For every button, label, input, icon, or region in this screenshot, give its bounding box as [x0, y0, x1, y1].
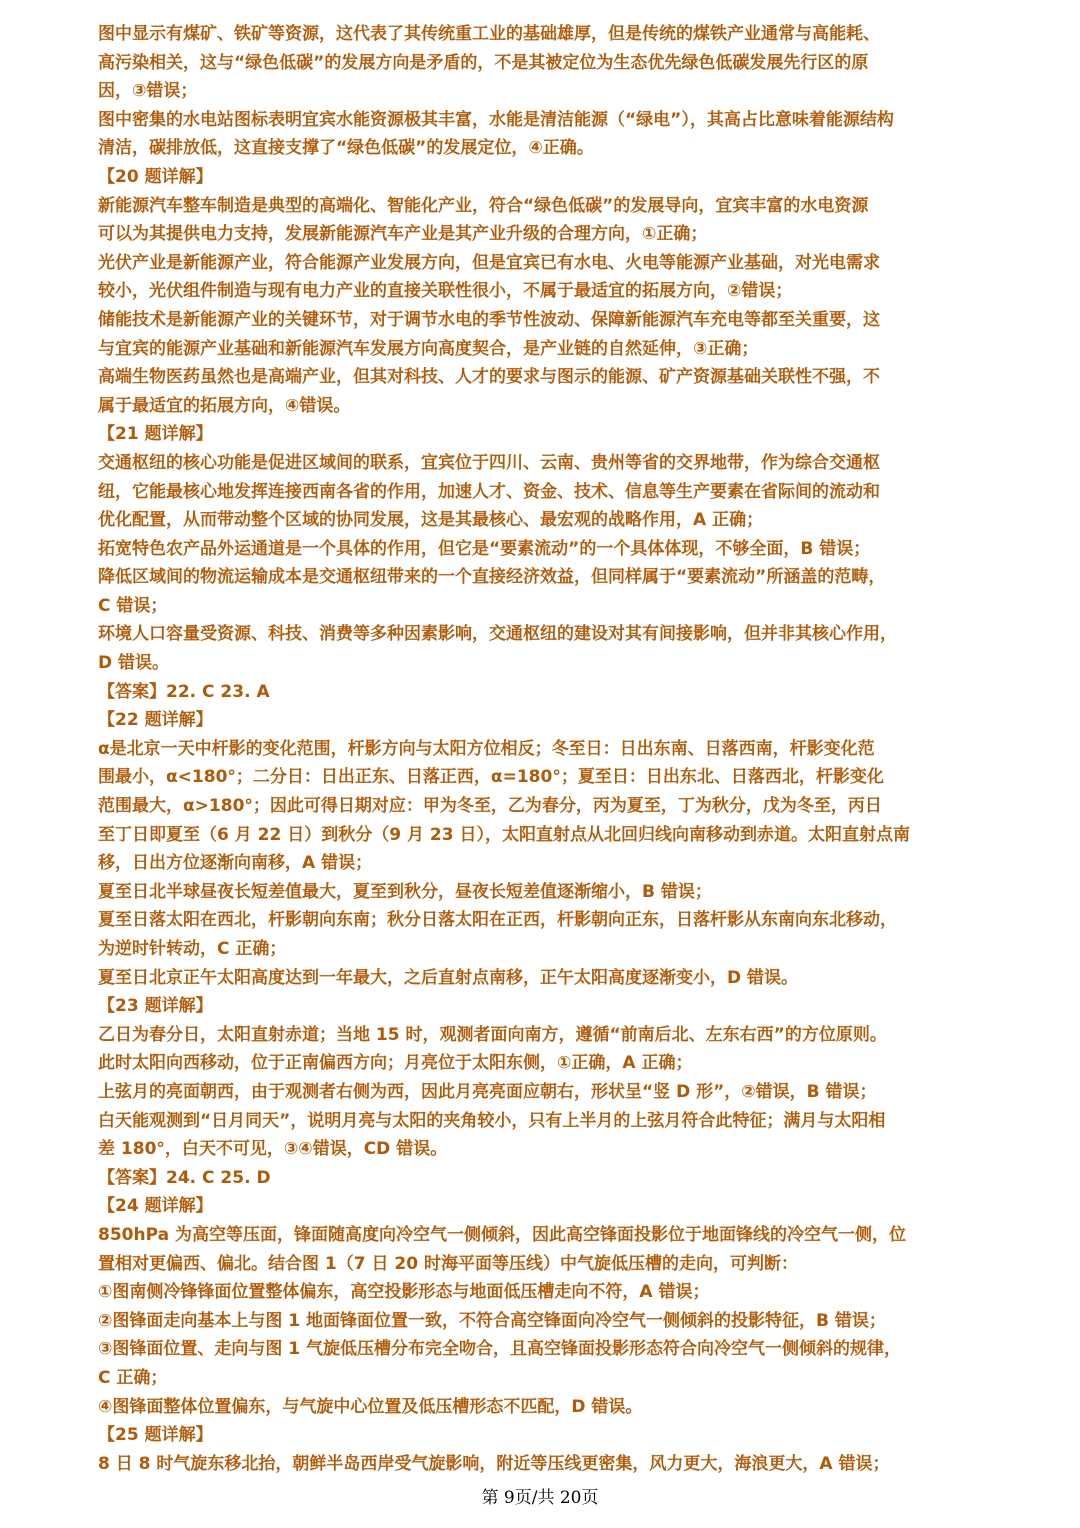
text-line: 优化配置，从而带动整个区域的协同发展，这是其最核心、最宏观的战略作用，A 正确； [98, 510, 764, 531]
text-line: 较小，光伏组件制造与现有电力产业的直接关联性很小，不属于最适宜的拓展方向，②错误； [98, 281, 793, 302]
text-line: 8 日 8 时气旋东移北抬，朝鲜半岛西岸受气旋影响，附近等压线更密集，风力更大，海浪更大，A 错误； [98, 1453, 890, 1474]
text-line: 上弦月的亮面朝西，由于观测者右侧为西，因此月亮亮面应朝右，形状呈“竖 D 形”，②错误，B 错误； [98, 1081, 877, 1102]
text-line: 与宜宾的能源产业基础和新能源汽车发展方向高度契合，是产业链的自然延伸，③正确； [98, 338, 759, 359]
section-heading: 【20 题详解】 [98, 166, 213, 187]
section-heading: 【24 题详解】 [98, 1196, 213, 1217]
text-line: 降低区域间的物流运输成本是交通枢纽带来的一个直接经济效益，但同样属于“要素流动”所涵盖的范畴， [98, 567, 886, 588]
section-heading: 【22 题详解】 [98, 710, 213, 731]
text-line: 高污染相关，这与“绿色低碳”的发展方向是矛盾的，不是其被定位为生态优先绿色低碳发展先行区的原 [98, 52, 869, 73]
text-line: 夏至日落太阳在西北，杆影朝向东南；秋分日落太阳在正西，杆影朝向正东，日落杆影从东南向东北移动， [98, 910, 897, 931]
text-line: 范围最大，α>180°；因此可得日期对应：甲为冬至，乙为春分，丙为夏至，丁为秋分，戊为冬至，丙日 [98, 796, 882, 817]
text-line: 图中显示有煤矿、铁矿等资源，这代表了其传统重工业的基础雄厚，但是传统的煤铁产业通常与高能耗、 [98, 24, 880, 44]
text-line: 交通枢纽的核心功能是促进区域间的联系，宜宾位于四川、云南、贵州等省的交界地带，作为综合交通枢 [98, 452, 880, 473]
text-line: 光伏产业是新能源产业，符合能源产业发展方向，但是宜宾已有水电、火电等能源产业基础，对光电需求 [98, 252, 880, 273]
section-heading: 【答案】24. C 25. D [98, 1167, 271, 1188]
text-line: 差 180°，白天不可见，③④错误，CD 错误。 [98, 1139, 448, 1160]
text-line: C 正确； [98, 1367, 168, 1388]
text-line: 纽，它能最核心地发挥连接西南各省的作用，加速人才、资金、技术、信息等生产要素在省际间的流动和 [98, 481, 880, 502]
text-line: 850hPa 为高空等压面，锋面随高度向冷空气一侧倾斜，因此高空锋面投影位于地面锋线的冷空气一侧，位 [98, 1224, 906, 1245]
section-heading: 【21 题详解】 [98, 424, 213, 445]
text-line: 因，③错误； [98, 81, 198, 102]
section-heading: 【25 题详解】 [98, 1425, 213, 1446]
text-line: 此时太阳向西移动，位于正南偏西方向；月亮位于太阳东侧，①正确，A 正确； [98, 1053, 693, 1074]
text-line: 乙日为春分日，太阳直射赤道；当地 15 时，观测者面向南方，遵循“前南后北、左东右西”的方位原则。 [98, 1024, 887, 1045]
text-line: α是北京一天中杆影的变化范围，杆影方向与太阳方位相反；冬至日：日出东南、日落西南，杆影变化范 [98, 738, 875, 759]
text-line: C 错误； [98, 595, 168, 616]
text-line: 夏至日北京正午太阳高度达到一年最大，之后直射点南移，正午太阳高度逐渐变小，D 错误。 [98, 967, 799, 988]
text-line: 环境人口容量受资源、科技、消费等多种因素影响，交通枢纽的建设对其有间接影响，但并非其核心作用， [98, 624, 897, 645]
text-line: 可以为其提供电力支持，发展新能源汽车产业是其产业升级的合理方向，①正确； [98, 224, 708, 245]
section-heading: 【23 题详解】 [98, 996, 213, 1017]
text-line: 新能源汽车整车制造是典型的高端化、智能化产业，符合“绿色低碳”的发展导向，宜宾丰富的水电资源 [98, 195, 869, 216]
text-line: 围最小，α<180°；二分日：日出正东、日落正西，α=180°；夏至日：日出东北、日落西北，杆影变化 [98, 767, 884, 788]
text-line: 夏至日北半球昼夜长短差值最大，夏至到秋分，昼夜长短差值逐渐缩小，B 错误； [98, 881, 712, 902]
text-line: 为逆时针转动，C 正确； [98, 939, 287, 959]
page-footer: 第 9页/共 20页 [481, 1488, 599, 1508]
text-line: ③图锋面位置、走向与图 1 气旋低压槽分布完全吻合，且高空锋面投影形态符合向冷空气一侧倾斜的规律， [98, 1339, 902, 1360]
text-line: 白天能观测到“日月同天”，说明月亮与太阳的夹角较小，只有上半月的上弦月符合此特征；满月与太阳相 [98, 1110, 886, 1131]
text-line: 清洁，碳排放低，这直接支撑了“绿色低碳”的发展定位，④正确。 [98, 138, 594, 159]
text-line: 属于最适宜的拓展方向，④错误。 [98, 395, 351, 416]
text-line: 移，日出方位逐渐向南移，A 错误； [98, 853, 373, 874]
text-line: 储能技术是新能源产业的关键环节，对于调节水电的季节性波动、保障新能源汽车充电等都至关重要，这 [98, 309, 880, 330]
text-line: 图中密集的水电站图标表明宜宾水能资源极其丰富，水能是清洁能源（“绿电”），其高占比意味着能源结构 [98, 109, 894, 130]
text-line: 高端生物医药虽然也是高端产业，但其对科技、人才的要求与图示的能源、矿产资源基础关联性不强，不 [98, 367, 880, 388]
text-line: ①图南侧冷锋锋面位置整体偏东，高空投影形态与地面低压槽走向不符，A 错误； [98, 1282, 710, 1303]
text-line: ④图锋面整体位置偏东，与气旋中心位置及低压槽形态不匹配，D 错误。 [98, 1396, 643, 1417]
text-line: 置相对更偏西、偏北。结合图 1（7 日 20 时海平面等压线）中气旋低压槽的走向，可判断： [98, 1253, 798, 1274]
text-line: D 错误。 [98, 653, 170, 674]
text-line: 拓宽特色农产品外运通道是一个具体的作用，但它是“要素流动”的一个具体体现，不够全面，B 错误； [98, 538, 871, 559]
document-body [98, 20, 988, 1478]
text-line: ②图锋面走向基本上与图 1 地面锋面位置一致，不符合高空锋面向冷空气一侧倾斜的投影特征，B 错误； [98, 1310, 886, 1331]
text-line: 至丁日即夏至（6 月 22 日）到秋分（9 月 23 日），太阳直射点从北回归线向南移动到赤道。太阳直射点南 [98, 824, 910, 845]
section-heading: 【答案】22. C 23. A [98, 681, 270, 702]
